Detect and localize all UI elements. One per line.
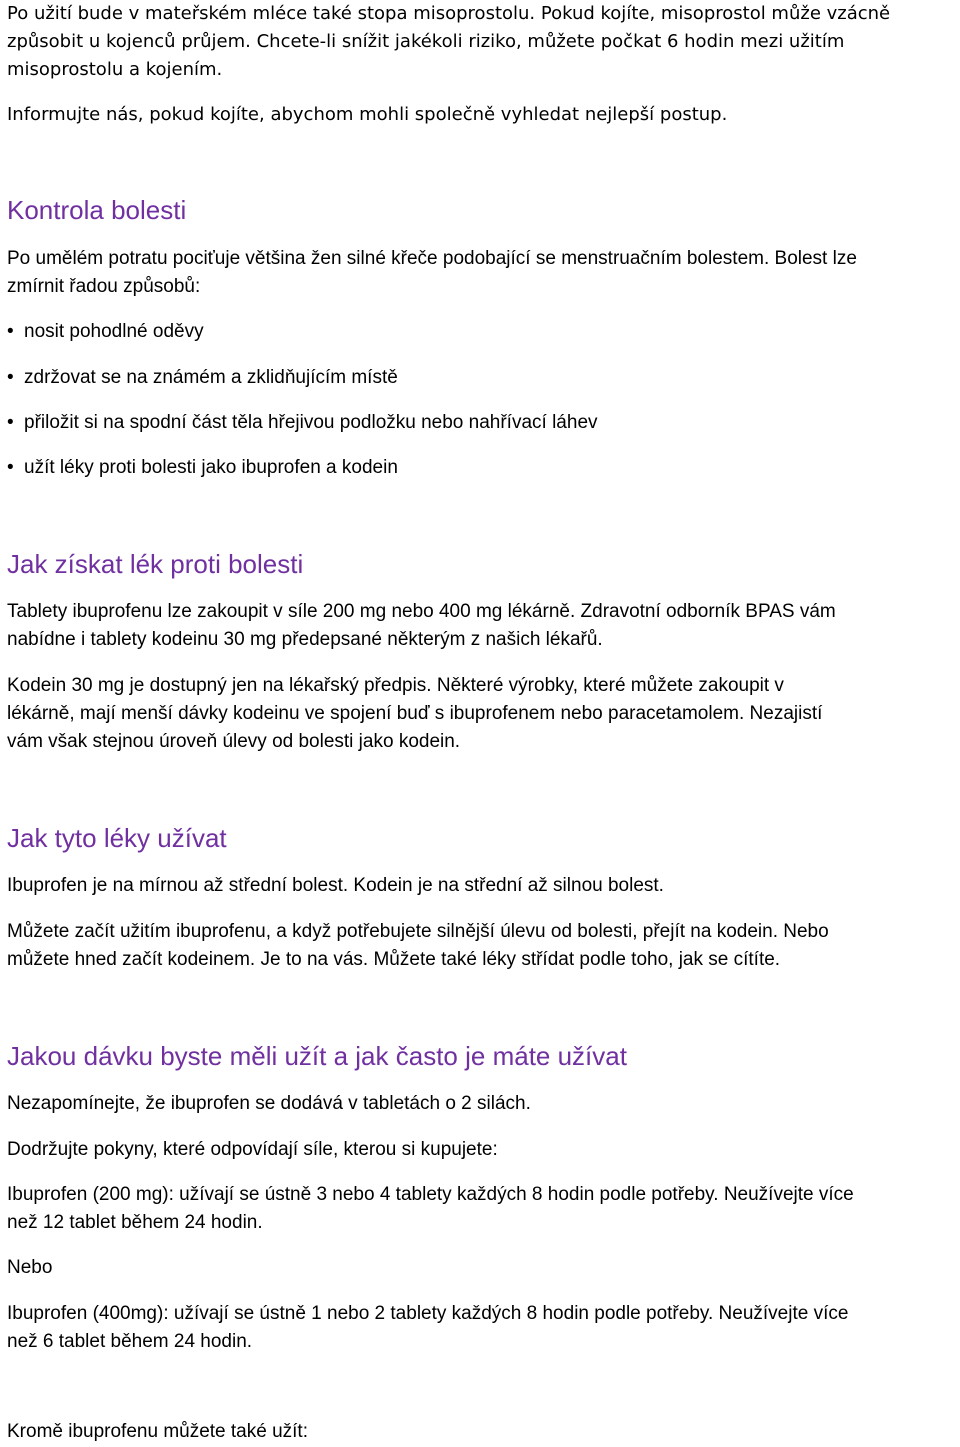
bullet-text: užít léky proti bolesti jako ibuprofen a kodein — [24, 457, 398, 478]
use-para2-line-2: můžete hned začít kodeinem. Je to na vás. Můžete také léky střídat podle toho, jak se cítíte. — [7, 949, 781, 970]
bullet-marker: • — [7, 457, 14, 478]
bullet-text: zdržovat se na známém a zklidňujícím místě — [24, 367, 398, 388]
heading-obtain-painkiller: Jak získat lék proti bolesti — [7, 549, 304, 579]
dose-para5: Kromě ibuprofenu můžete také užít: — [7, 1421, 308, 1442]
dose-para1: Nezapomínejte, že ibuprofen se dodává v tabletách o 2 silách. — [7, 1093, 531, 1114]
dose-para2: Dodržujte pokyny, které odpovídají síle, kterou si kupujete: — [7, 1139, 498, 1160]
pain-bullet-item — [7, 409, 598, 437]
obtain-para2-line-2: lékárně, mají menší dávky kodeinu ve spojení buď s ibuprofenem nebo paracetamolem. Nezajistí — [7, 703, 823, 724]
intro-inform-paragraph: Informujte nás, pokud kojíte, abychom mohli společně vyhledat nejlepší postup. — [7, 104, 728, 125]
dose-para4-line-2: než 6 tablet během 24 hodin. — [7, 1331, 253, 1352]
pain-line-1: Po umělém potratu pociťuje většina žen silné křeče podobající se menstruačním bolestem. Bolest lze — [7, 248, 857, 269]
bullet-marker: • — [7, 412, 14, 433]
pain-bullet-item — [7, 318, 204, 346]
pain-bullet-item — [7, 454, 398, 482]
bullet-text: přiložit si na spodní část těla hřejivou podložku nebo nahřívací láhev — [24, 412, 598, 433]
obtain-para1-line-1: Tablety ibuprofenu lze zakoupit v síle 200 mg nebo 400 mg lékárně. Zdravotní odborník BPAS vám — [7, 601, 836, 622]
obtain-para1-line-2: nabídne i tablety kodeinu 30 mg předepsané některým z našich lékařů. — [7, 629, 603, 650]
dose-para3-line-1: Ibuprofen (200 mg): užívají se ústně 3 nebo 4 tablety každých 8 hodin podle potřeby. Neužívejte více — [7, 1184, 854, 1205]
bullet-marker: • — [7, 321, 14, 342]
heading-dosage: Jakou dávku byste měli užít a jak často je máte užívat — [7, 1041, 627, 1071]
heading-how-to-use: Jak tyto léky užívat — [7, 823, 227, 853]
use-para2-line-1: Můžete začít užitím ibuprofenu, a když potřebujete silnější úlevu od bolesti, přejít na kodein. Nebo — [7, 921, 829, 942]
bullet-text: nosit pohodlné oděvy — [24, 321, 204, 342]
heading-pain-control: Kontrola bolesti — [7, 195, 187, 225]
dose-para4-line-1: Ibuprofen (400mg): užívají se ústně 1 nebo 2 tablety každých 8 hodin podle potřeby. Neužívejte více — [7, 1303, 849, 1324]
dose-para3-line-2: než 12 tablet během 24 hodin. — [7, 1212, 263, 1233]
bullet-marker: • — [7, 367, 14, 388]
use-para1: Ibuprofen je na mírnou až střední bolest. Kodein je na střední až silnou bolest. — [7, 875, 664, 896]
intro-line-2: způsobit u kojenců průjem. Chcete-li snížit jakékoli riziko, můžete počkat 6 hodin mezi užitím — [7, 31, 845, 52]
dose-or: Nebo — [7, 1257, 53, 1278]
pain-line-2: zmírnit řadou způsobů: — [7, 276, 201, 297]
intro-line-1: Po užití bude v mateřském mléce také stopa misoprostolu. Pokud kojíte, misoprostol může vzácně — [7, 3, 891, 24]
pain-bullet-item — [7, 364, 398, 392]
obtain-para2-line-3: vám však stejnou úroveň úlevy od bolesti jako kodein. — [7, 731, 461, 752]
intro-line-3: misoprostolu a kojením. — [7, 59, 223, 80]
obtain-para2-line-1: Kodein 30 mg je dostupný jen na lékařský předpis. Některé výrobky, které můžete zakoupit v — [7, 675, 784, 696]
